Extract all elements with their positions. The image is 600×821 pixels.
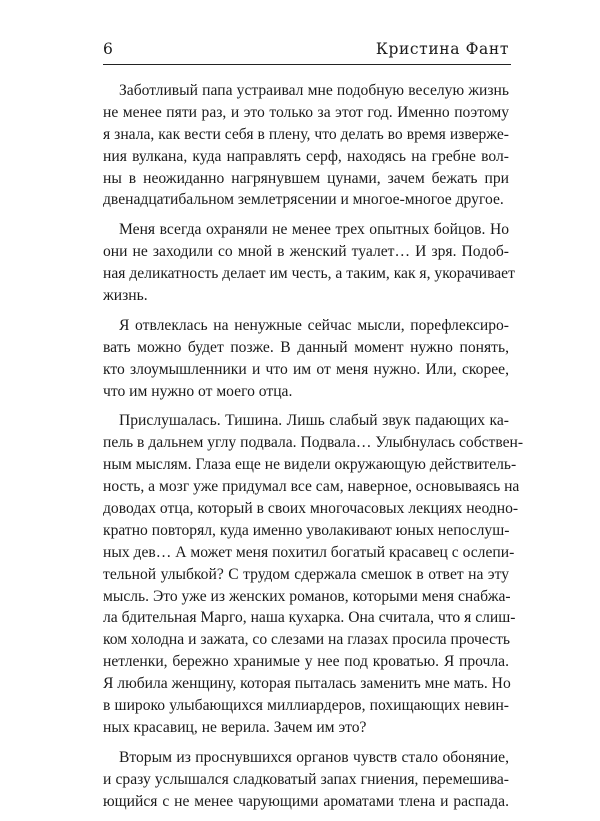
page-number: 6 [103, 40, 114, 58]
text-line: ность, а мозг уже придумал все сам, наверное, основываясь на [103, 478, 520, 496]
text-line: в широко улыбающихся миллиардеров, похищающих невин- [103, 697, 509, 715]
text-line: Я отвлеклась на ненужные сейчас мысли, порефлексиро- [119, 316, 509, 334]
paragraph [103, 410, 524, 738]
text-line: Прислушалась. Тишина. Лишь слабый звук падающих ка- [119, 412, 509, 430]
text-line: доводах отца, который в своих многочасовых лекциях неодно- [103, 500, 519, 518]
text-line: Меня всегда охраняли не менее трех опытных бойцов. Но [119, 221, 509, 239]
text-line: кратно повторял, куда именно уволакивают юных непослуш- [103, 521, 510, 539]
text-line: ных красавиц, не верила. Зачем им это? [103, 718, 367, 736]
text-line: они не заходили со мной в женский туалет… И зря. Подоб- [103, 243, 509, 261]
text-line: двенадцатибальном землетрясении и многое-многое другое. [103, 191, 504, 209]
body-text [103, 80, 524, 821]
text-line: тельной улыбкой? С трудом сдержала смешок в ответ на эту [103, 565, 509, 583]
text-line: что им нужно от моего отца. [103, 382, 293, 400]
header-rule [103, 64, 511, 65]
text-line: Вторым из проснувшихся органов чувств стало обоняние, [119, 748, 509, 766]
text-line: ны в неожиданно нагрянувшем цунами, зачем бежать при [103, 169, 509, 187]
text-line: вать можно будет позже. В данный момент нужно понять, [103, 338, 509, 356]
paragraph [103, 315, 509, 403]
page-header [103, 38, 509, 64]
text-line: ком холодна и зажата, со слезами на глазах просила прочесть [103, 631, 511, 649]
paragraph [103, 80, 509, 211]
text-line: кто злоумышленники и что им от меня нужно. Или, скорее, [103, 360, 509, 378]
text-line: ла бдительная Марго, наша кухарка. Она считала, что я слиш- [103, 609, 516, 627]
text-line: ющийся с не менее чарующими ароматами тлена и распада. [103, 792, 509, 810]
text-line: я знала, как вести себя в плену, что делать во время изверже- [103, 125, 509, 143]
text-line: жизнь. [103, 287, 148, 305]
paragraph [103, 219, 515, 307]
text-line: ным мыслям. Глаза еще не видели окружающую действитель- [103, 456, 517, 474]
text-line: Заботливый папа устраивал мне подобную веселую жизнь [119, 82, 509, 99]
text-line: ная деликатность делает им честь, а таким, как я, укорачивает [103, 265, 515, 283]
text-line: ных дев… А может меня похитил богатый красавец с ослепи- [103, 543, 515, 561]
text-line: мысль. Это уже из женских романов, которыми меня снабжа- [103, 587, 511, 605]
paragraph [103, 747, 509, 813]
running-title: Кристина Фант [375, 40, 509, 58]
text-line: не менее пяти раз, и это только за этот год. Именно поэтому [103, 103, 509, 121]
text-line: Я любила женщину, которая пыталась заменить мне мать. Но [103, 675, 511, 693]
text-line: нетленки, бережно хранимые у нее под кроватью. Я прочла. [103, 653, 509, 671]
text-line: ния вулкана, куда направлять серф, находясь на гребне вол- [103, 147, 509, 165]
text-line: пель в дальнем углу подвала. Подвала… Улыбнулась собствен- [103, 434, 524, 452]
text-line: и сразу услышался сладковатый запах гниения, перемешива- [103, 770, 509, 788]
